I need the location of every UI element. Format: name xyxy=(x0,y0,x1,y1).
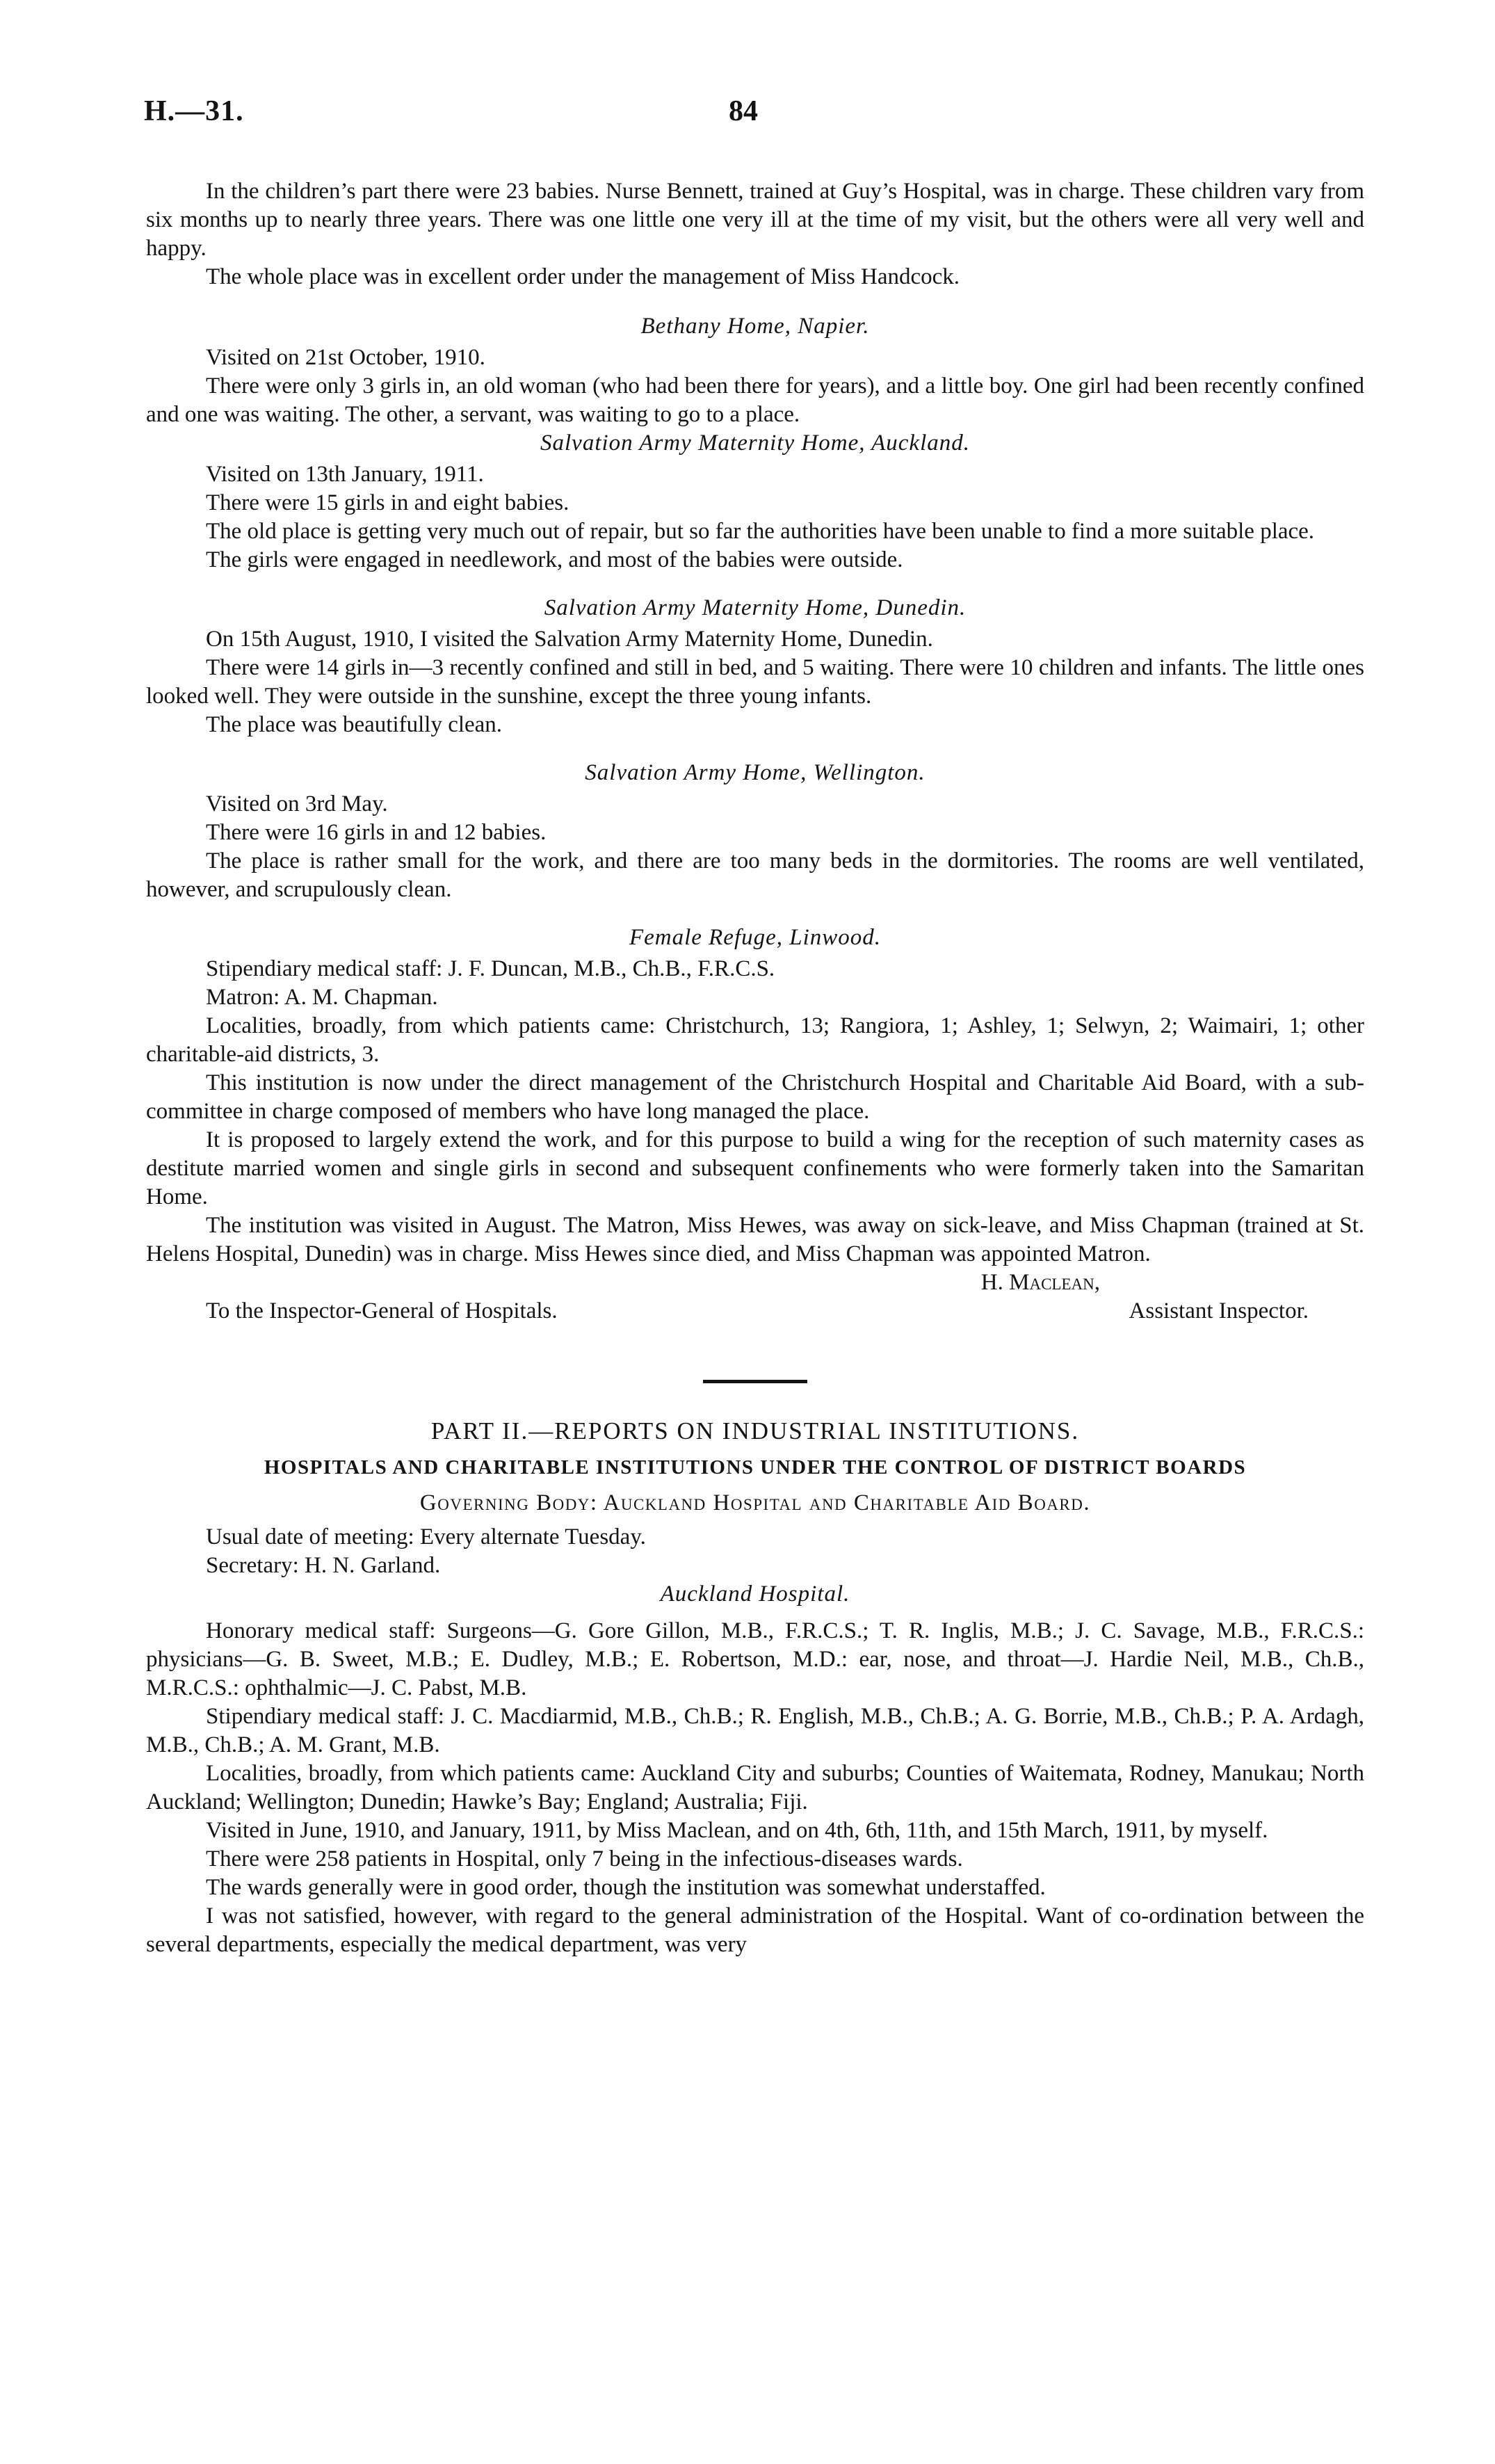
auckland-localities: Localities, broadly, from which patients came: Auckland City and suburbs; Counties of Waitemata, Rodney, Manukau; North Auckland; Wellington; Dunedin; Hawke’s Bay; England; Australia; Fiji. xyxy=(146,1761,1364,1814)
heading-bethany-home: Bethany Home, Napier. xyxy=(640,314,870,339)
bethany-text: There were only 3 girls in, an old woman (who had been there for years), and a little boy. One girl had been recently confined and one was waiting. The other, a servant, was waiting to go to a place. xyxy=(146,373,1364,427)
salvation-dunedin-visited: On 15th August, 1910, I visited the Salvation Army Maternity Home, Dunedin. xyxy=(206,627,933,652)
female-refuge-management: This institution is now under the direct management of the Christchurch Hospital and Charitable Aid Board, with a sub-committee in charge composed of members who have long managed the place. xyxy=(146,1070,1364,1124)
female-refuge-localities: Localities, broadly, from which patients came: Christchurch, 13; Rangiora, 1; Ashley, 1; Selwyn, 2; Waimairi, 1; other charitable-aid districts, 3. xyxy=(146,1013,1364,1067)
governing-body: Governing Body: Auckland Hospital and Charitable Aid Board. xyxy=(419,1490,1091,1515)
auckland-administration: I was not satisfied, however, with regard to the general administration of the Hospital. Want of co-ordination between the several departments, especially the medical department, was very xyxy=(146,1903,1364,1957)
auckland-patients: There were 258 patients in Hospital, only 7 being in the infectious-diseases wards. xyxy=(206,1846,963,1871)
salvation-wellington-text: The place is rather small for the work, and there are too many beds in the dormitories. The rooms are well ventilated, however, and scrupulously clean. xyxy=(146,848,1364,902)
salvation-wellington-girls: There were 16 girls in and 12 babies. xyxy=(206,820,547,845)
heading-salvation-dunedin: Salvation Army Maternity Home, Dunedin. xyxy=(544,595,967,620)
salvation-dunedin-clean: The place was beautifully clean. xyxy=(206,712,503,737)
auckland-stipendiary-staff: Stipendiary medical staff: J. C. Macdiarmid, M.B., Ch.B.; R. English, M.B., Ch.B.; A. G. Borrie, M.B., Ch.B.; P. A. Ardagh, M.B., Ch.B.; A. M. Grant, M.B. xyxy=(146,1704,1364,1757)
paragraph-order: The whole place was in excellent order under the management of Miss Handcock. xyxy=(206,264,960,289)
salvation-auckland-needlework: The girls were engaged in needlework, and most of the babies were outside. xyxy=(206,547,903,572)
salvation-wellington-visited: Visited on 3rd May. xyxy=(206,791,388,816)
document-body xyxy=(146,177,1364,1959)
heading-auckland-hospital: Auckland Hospital. xyxy=(660,1581,850,1607)
auckland-visited: Visited in June, 1910, and January, 1911, by Miss Maclean, and on 4th, 6th, 11th, and 15th March, 1911, by myself. xyxy=(206,1818,1268,1843)
signature-name: H. Maclean, xyxy=(980,1270,1100,1295)
salvation-dunedin-text: There were 14 girls in—3 recently confined and still in bed, and 5 waiting. There were 10 children and infants. The little ones looked well. They were outside in the sunshine, except the three young infants. xyxy=(146,655,1364,709)
document-code: H.—31. xyxy=(144,95,244,127)
meeting-date: Usual date of meeting: Every alternate Tuesday. xyxy=(206,1524,646,1549)
female-refuge-matron: Matron: A. M. Chapman. xyxy=(206,985,438,1010)
heading-salvation-wellington: Salvation Army Home, Wellington. xyxy=(585,760,926,785)
salvation-auckland-visited: Visited on 13th January, 1911. xyxy=(206,462,484,487)
page-number: 84 xyxy=(729,95,758,127)
part-two-subtitle: HOSPITALS AND CHARITABLE INSTITUTIONS UNDER THE CONTROL OF DISTRICT BOARDS xyxy=(264,1456,1247,1479)
signature-row xyxy=(146,1297,1364,1326)
bethany-visited: Visited on 21st October, 1910. xyxy=(206,345,485,370)
female-refuge-staff: Stipendiary medical staff: J. F. Duncan, M.B., Ch.B., F.R.C.S. xyxy=(206,956,775,981)
signature-addressee: To the Inspector-General of Hospitals. xyxy=(206,1298,558,1323)
auckland-wards: The wards generally were in good order, though the institution was somewhat understaffed. xyxy=(206,1875,1046,1900)
section-divider xyxy=(703,1380,807,1383)
paragraph-children: In the children’s part there were 23 babies. Nurse Bennett, trained at Guy’s Hospital, was in charge. These children vary from six months up to nearly three years. There was one little one very ill at the time of my visit, but the others were all very well and happy. xyxy=(146,179,1364,261)
secretary: Secretary: H. N. Garland. xyxy=(206,1553,441,1578)
female-refuge-proposal: It is proposed to largely extend the work, and for this purpose to build a wing for the reception of such maternity cases as destitute married women and single girls in second and subsequent confinements who were formerly taken into the Samaritan Home. xyxy=(146,1127,1364,1209)
signature-title: Assistant Inspector. xyxy=(1129,1298,1309,1323)
heading-salvation-auckland: Salvation Army Maternity Home, Auckland. xyxy=(540,430,970,456)
salvation-auckland-girls: There were 15 girls in and eight babies. xyxy=(206,490,569,515)
part-two-title: PART II.—REPORTS ON INDUSTRIAL INSTITUTIONS. xyxy=(430,1417,1080,1444)
auckland-honorary-staff: Honorary medical staff: Surgeons—G. Gore Gillon, M.B., F.R.C.S.; T. R. Inglis, M.B.; J. C. Savage, M.B., F.R.C.S.: physicians—G. B. Sweet, M.B.; E. Dudley, M.B.; E. Robertson, M.D.: ear, nose, and throat—J. Hardie Neil, M.B., Ch.B., M.R.C.S.: ophthalmic—J. C. Pabst, M.B. xyxy=(146,1618,1364,1700)
female-refuge-visit: The institution was visited in August. The Matron, Miss Hewes, was away on sick-leave, and Miss Chapman (trained at St. Helens Hospital, Dunedin) was in charge. Miss Hewes since died, and Miss Chapman was appointed Matron. xyxy=(146,1213,1364,1266)
salvation-auckland-text: The old place is getting very much out of repair, but so far the authorities have been unable to find a more suitable place. xyxy=(206,519,1315,544)
heading-female-refuge: Female Refuge, Linwood. xyxy=(629,925,882,950)
